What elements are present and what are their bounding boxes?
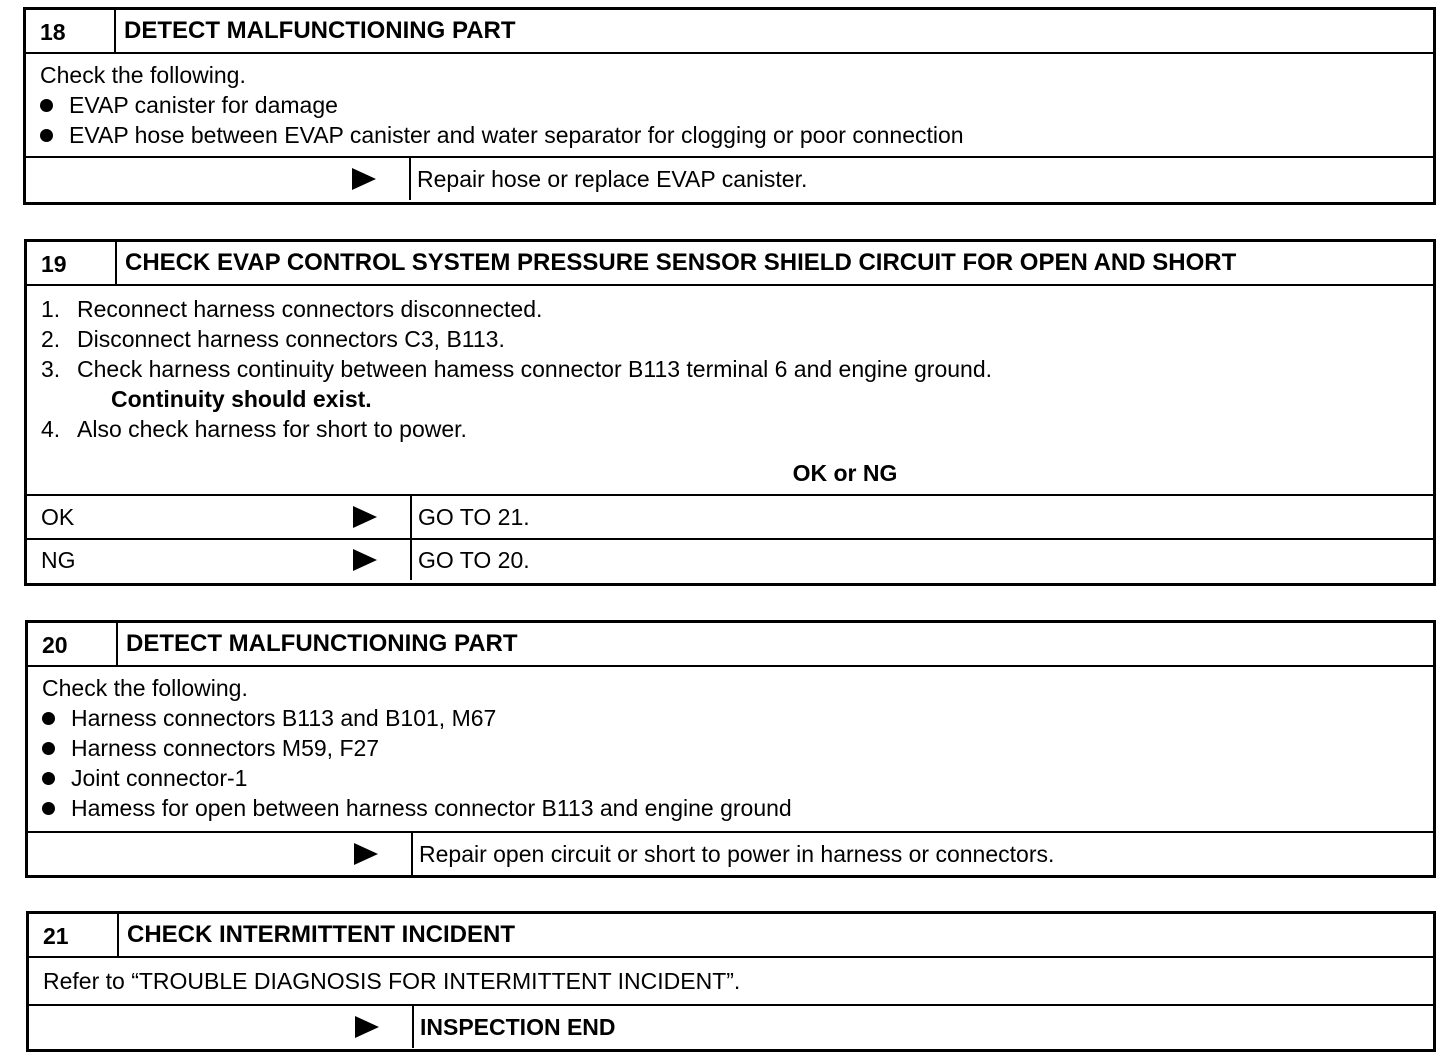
- bullet-icon: [40, 129, 53, 142]
- list-item: [42, 703, 1419, 733]
- step-title: CHECK EVAP CONTROL SYSTEM PRESSURE SENSOR SHIELD CIRCUIT FOR OPEN AND SHORT: [125, 249, 1237, 276]
- result-condition-cell: [28, 833, 413, 875]
- arrow-right-icon: [355, 1016, 379, 1038]
- step-number: 19: [27, 242, 117, 284]
- list-item-text: Joint connector-1: [71, 765, 248, 791]
- result-condition-cell: [29, 1006, 414, 1048]
- arrow-right-icon: [353, 506, 377, 528]
- step-20: [25, 620, 1436, 878]
- list-item: [40, 120, 1419, 150]
- step-header: [26, 10, 1433, 54]
- list-item: [42, 793, 1419, 823]
- item-text: Check harness continuity between hamess connector B113 terminal 6 and engine ground.: [77, 356, 993, 382]
- bullet-icon: [40, 99, 53, 112]
- arrow-right-icon: [352, 168, 376, 190]
- item-number: 2.: [41, 326, 61, 352]
- list-item: [42, 733, 1419, 763]
- list-item: [40, 90, 1419, 120]
- item-text: Disconnect harness connectors C3, B113.: [77, 326, 505, 352]
- list-item: [41, 294, 1419, 324]
- step-header: [27, 242, 1433, 286]
- step-header: [29, 914, 1433, 958]
- item-number: 4.: [41, 416, 61, 442]
- result-action: GO TO 20.: [418, 546, 530, 573]
- list-item: [41, 354, 1419, 384]
- list-item-text: Hamess for open between harness connector B113 and engine ground: [71, 795, 792, 821]
- step-body: [28, 667, 1433, 833]
- result-action: INSPECTION END: [420, 1013, 616, 1040]
- list-item-text: EVAP canister for damage: [69, 92, 338, 118]
- list-item-text: Harness connectors M59, F27: [71, 735, 380, 761]
- result-action: Repair open circuit or short to power in harness or connectors.: [419, 840, 1055, 867]
- step-number: 20: [28, 623, 118, 665]
- bullet-icon: [42, 742, 55, 755]
- spec-text: Continuity should exist.: [111, 386, 372, 412]
- step-18: [23, 7, 1436, 205]
- item-text: Also check harness for short to power.: [77, 416, 467, 442]
- step-21: [26, 911, 1436, 1052]
- result-row: [28, 833, 1433, 875]
- intro-text: Check the following.: [40, 62, 246, 88]
- list-item-text: EVAP hose between EVAP canister and water separator for clogging or poor connection: [69, 122, 964, 148]
- item-number: 3.: [41, 356, 61, 382]
- list-item: [42, 763, 1419, 793]
- list-item: [41, 324, 1419, 354]
- result-row: [27, 538, 1433, 580]
- result-row: [27, 496, 1433, 538]
- result-condition-cell: [27, 496, 412, 538]
- question-text: OK or NG: [792, 460, 898, 486]
- intro-text: Refer to “TROUBLE DIAGNOSIS FOR INTERMITTENT INCIDENT”.: [43, 968, 741, 994]
- result-row: [26, 158, 1433, 200]
- result-action: Repair hose or replace EVAP canister.: [417, 165, 808, 192]
- step-number: 18: [26, 10, 116, 52]
- step-title: CHECK INTERMITTENT INCIDENT: [127, 921, 515, 948]
- bullet-icon: [42, 712, 55, 725]
- result-condition: OK: [41, 503, 75, 530]
- step-19: [24, 239, 1436, 586]
- list-item: [41, 414, 1419, 444]
- step-header: [28, 623, 1433, 667]
- step-number: 21: [29, 914, 119, 956]
- step-body: [27, 286, 1433, 496]
- result-action: GO TO 21.: [418, 503, 530, 530]
- intro-text: Check the following.: [42, 675, 248, 701]
- result-condition: NG: [41, 546, 76, 573]
- arrow-right-icon: [353, 549, 377, 571]
- bullet-icon: [42, 772, 55, 785]
- list-item-text: Harness connectors B113 and B101, M67: [71, 705, 497, 731]
- step-title: DETECT MALFUNCTIONING PART: [126, 630, 518, 657]
- bullet-icon: [42, 802, 55, 815]
- result-condition-cell: [27, 540, 412, 580]
- result-row: [29, 1006, 1433, 1048]
- item-number: 1.: [41, 296, 61, 322]
- arrow-right-icon: [354, 843, 378, 865]
- step-title: DETECT MALFUNCTIONING PART: [124, 17, 516, 44]
- step-body: [26, 54, 1433, 158]
- item-text: Reconnect harness connectors disconnected.: [77, 296, 543, 322]
- step-body: [29, 958, 1433, 1006]
- result-condition-cell: [26, 158, 411, 200]
